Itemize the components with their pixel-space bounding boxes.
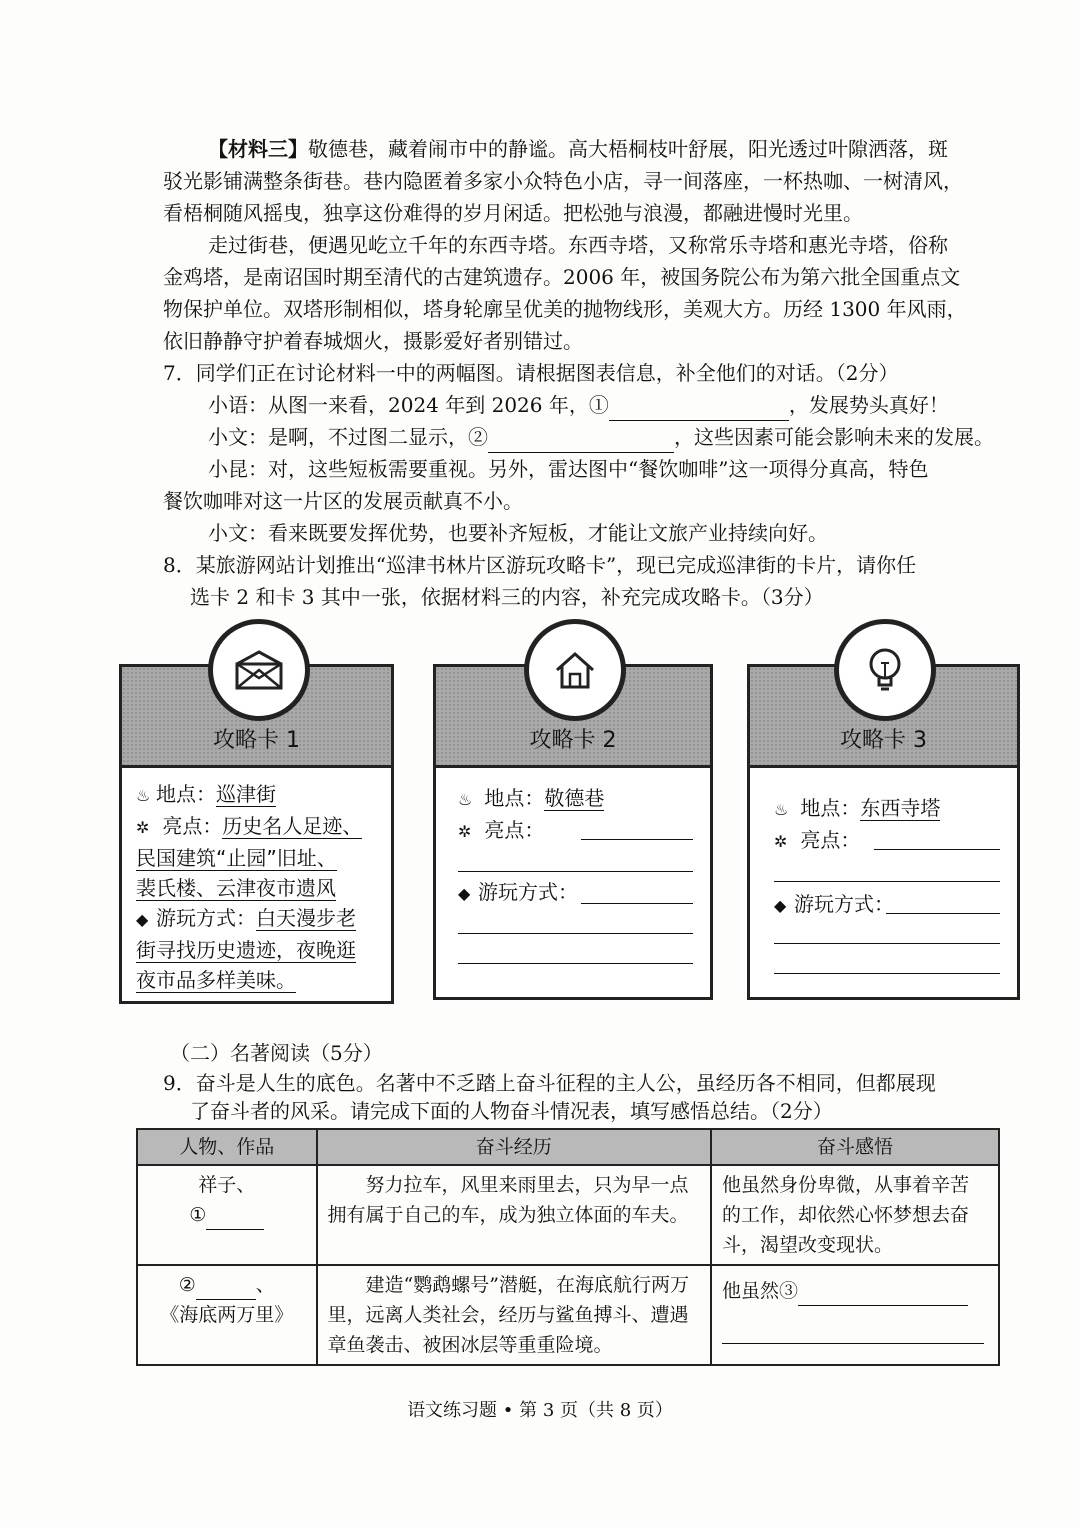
card-3-highlight-blank-2[interactable]: [774, 881, 1000, 882]
guide-card-3: [747, 664, 1020, 1000]
table-blank-3[interactable]: [798, 1283, 968, 1306]
q9-line-1: 9．奋斗是人生的底色。名著中不乏踏上奋斗征程的主人公，虽经历各不相同，但都展现: [163, 1071, 936, 1095]
card-2-play-blank-3[interactable]: [458, 963, 693, 964]
q7-line-2: 小文：是啊，不过图二显示，② ，这些因素可能会影响未来的发展。: [208, 422, 994, 453]
card-1-body: ♨ 地点：巡津街 ✲ 亮点：历史名人足迹、 民国建筑“止园”旧址、 裴氏楼、云津夜市遗风 ◆ 游玩方式：白天漫步老 街寻找历史遗迹，夜晚逛 夜市品多样美味。: [136, 782, 363, 992]
card-3-highlight-blank-1[interactable]: [874, 849, 1000, 850]
house-icon: [524, 619, 626, 721]
location-icon: ♨: [136, 786, 151, 805]
card-3-title: 攻略卡 3: [840, 728, 927, 753]
diamond-icon: ◆: [136, 910, 149, 929]
card-3-body: ♨ 地点：东西寺塔 ✲ 亮点： ◆ 游玩方式：: [774, 793, 1005, 921]
table-cell: ② 、 《海底两万里》: [137, 1265, 317, 1365]
card-2-title: 攻略卡 2: [529, 728, 617, 753]
table-header: 奋斗经历: [317, 1129, 711, 1165]
page-footer: 语文练习题 • 第 3 页（共 8 页）: [407, 1400, 673, 1421]
sparkle-icon: ✲: [774, 832, 788, 851]
card-3-place: 东西寺塔: [860, 796, 941, 820]
material3-line-3: 看梧桐随风摇曳，独享这份难得的岁月闲适。把松弛与浪漫，都融进慢时光里。: [163, 201, 863, 225]
location-icon: ♨: [774, 800, 789, 819]
card-2-play-blank-1[interactable]: [581, 903, 693, 904]
sparkle-icon: ✲: [458, 822, 472, 841]
card-3-play-blank-3[interactable]: [774, 973, 1000, 974]
lightbulb-icon: [834, 619, 936, 721]
q7-line-3: 小昆：对，这些短板需要重视。另外，雷达图中“餐饮咖啡”这一项得分真高，特色: [208, 457, 929, 481]
q9-line-2: 了奋斗者的风采。请完成下面的人物奋斗情况表，填写感悟总结。（2分）: [190, 1099, 833, 1123]
diamond-icon: ◆: [774, 896, 787, 915]
table-blank-2[interactable]: [196, 1277, 256, 1300]
location-icon: ♨: [458, 790, 473, 809]
table-cell: 他虽然身份卑微，从事着辛苦的工作，却依然心怀梦想去奋斗，渴望改变现状。: [711, 1165, 999, 1265]
struggle-table: [136, 1128, 1000, 1366]
table-row: [137, 1165, 999, 1265]
guide-card-1: [119, 664, 394, 1004]
card-2-highlight-blank-2[interactable]: [458, 871, 693, 872]
material3-tag: 【材料三】: [208, 137, 308, 161]
table-header: 人物、作品: [137, 1129, 317, 1165]
q8-line-1: 8．某旅游网站计划推出“巡津书林片区游玩攻略卡”，现已完成巡津街的卡片，请你任: [163, 553, 917, 577]
section-2-heading: （二）名著阅读（5分）: [170, 1041, 383, 1065]
sparkle-icon: ✲: [136, 818, 150, 837]
table-cell: 建造“鹦鹉螺号”潜艇，在海底航行两万里，远离人类社会，经历与鲨鱼搏斗、遭遇章鱼袭击、被困冰层等重重险境。: [317, 1265, 711, 1365]
card-3-play-blank-2[interactable]: [774, 943, 1000, 944]
q7-line-5: 小文：看来既要发挥优势，也要补齐短板，才能让文旅产业持续向好。: [208, 521, 828, 545]
card-1-place: 巡津街: [216, 782, 276, 806]
material3-line-6: 物保护单位。双塔形制相似，塔身轮廓呈优美的抛物线形，美观大方。历经 1300 年风雨，: [163, 297, 967, 321]
q7-stem: 7．同学们正在讨论材料一中的两幅图。请根据图表信息，补全他们的对话。（2分）: [163, 361, 899, 385]
material3-line-1: 【材料三】敬德巷，藏着闹市中的静谧。高大梧桐枝叶舒展，阳光透过叶隙洒落，斑: [208, 137, 948, 161]
card-1-title: 攻略卡 1: [213, 728, 300, 753]
envelope-icon: [208, 619, 310, 721]
card-2-play-blank-2[interactable]: [458, 933, 693, 934]
material3-line-7: 依旧静静守护着春城烟火，摄影爱好者别错过。: [163, 329, 583, 353]
table-row: [137, 1265, 999, 1365]
diamond-icon: ◆: [458, 884, 471, 903]
material3-line-2: 驳光影铺满整条街巷。巷内隐匿着多家小众特色小店，寻一间落座，一杯热咖、一树清风，: [163, 169, 963, 193]
q8-line-2: 选卡 2 和卡 3 其中一张，依据材料三的内容，补充完成攻略卡。（3分）: [190, 585, 824, 609]
table-cell: 他虽然③: [711, 1265, 999, 1365]
table-blank-4[interactable]: [722, 1321, 984, 1344]
q7-blank-1[interactable]: [609, 398, 789, 421]
table-blank-1[interactable]: [206, 1207, 264, 1230]
table-cell: 努力拉车，风里来雨里去，只为早一点拥有属于自己的车，成为独立体面的车夫。: [317, 1165, 711, 1265]
table-header-row: [137, 1129, 999, 1165]
q7-line-4: 餐饮咖啡对这一片区的发展贡献真不小。: [163, 489, 523, 513]
card-2-body: ♨ 地点：敬德巷 ✲ 亮点： ◆ 游玩方式：: [458, 783, 698, 909]
card-2-place: 敬德巷: [544, 786, 605, 810]
material3-line-4: 走过街巷，便遇见屹立千年的东西寺塔。东西寺塔，又称常乐寺塔和惠光寺塔，俗称: [208, 233, 948, 257]
table-cell: 祥子、 ①: [137, 1165, 317, 1265]
q7-blank-2[interactable]: [488, 430, 674, 453]
guide-card-2: [433, 664, 713, 1000]
material3-line-5: 金鸡塔，是南诏国时期至清代的古建筑遗存。2006 年，被国务院公布为第六批全国重点文: [163, 265, 961, 289]
table-header: 奋斗感悟: [711, 1129, 999, 1165]
q7-line-1: 小语：从图一来看，2024 年到 2026 年，① ，发展势头真好！: [208, 390, 949, 421]
card-3-play-blank-1[interactable]: [886, 913, 1000, 914]
card-2-highlight-blank-1[interactable]: [581, 839, 693, 840]
